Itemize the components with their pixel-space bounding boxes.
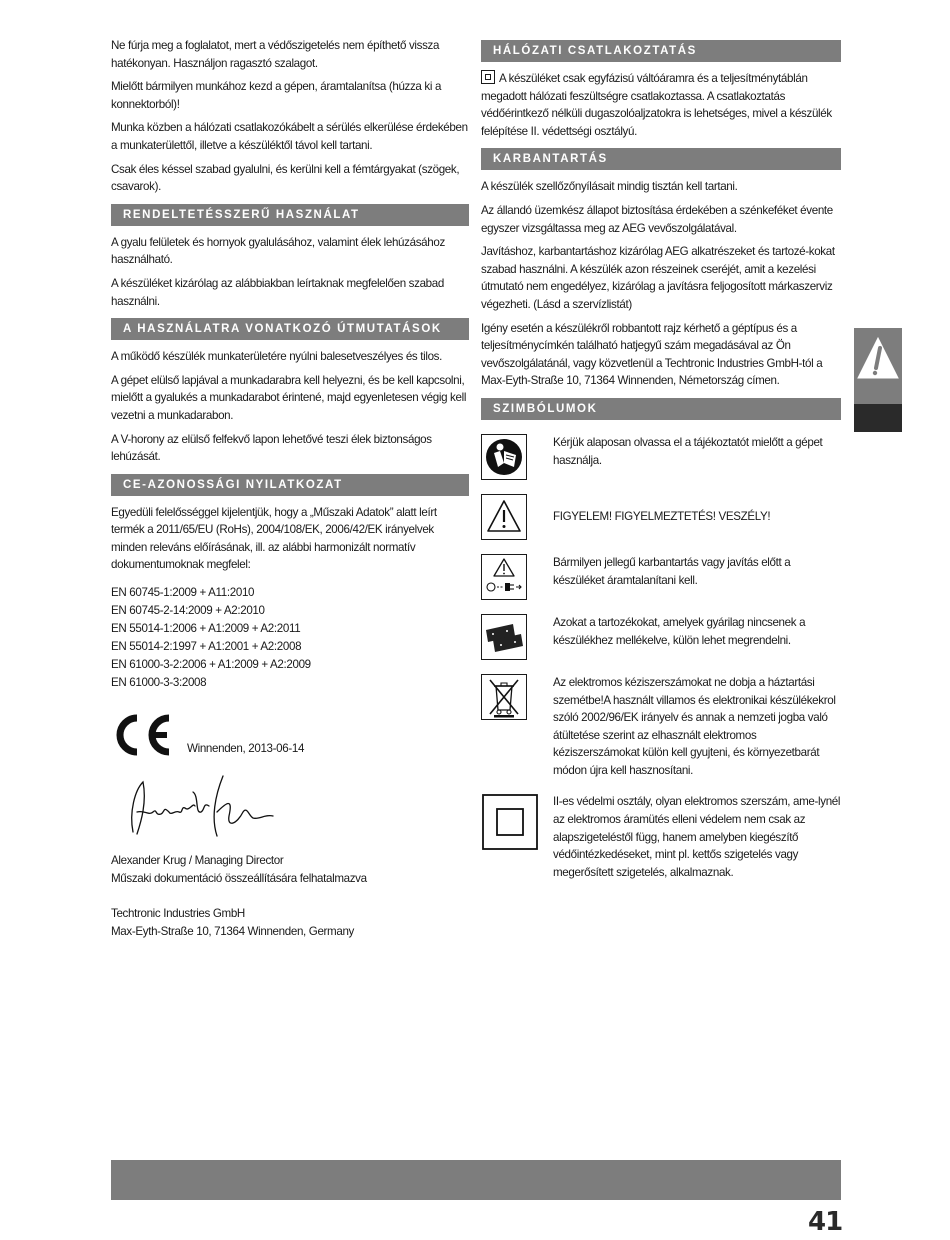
- symbol-description: FIGYELEM! FIGYELMEZTETÉS! VESZÉLY!: [553, 509, 771, 523]
- paragraph-mains: A készüléket csak egyfázisú váltóáramra és a teljesítménytáblán megadott hálózati feszültségre csatlakoztassa. A csatlakoztatás védőérintkező nélküli dugaszolóaljzatokra is lehetséges, mivel a készülék felépítése II. védettségi osztályú.: [481, 72, 832, 138]
- place-date: Winnenden, 2013-06-14: [187, 742, 305, 756]
- symbol-description: Az elektromos kéziszerszámokat ne dobja a háztartási szemétbe!A használt villamos és elektronikai készülékekrol szóló 2002/96/EK irányelv és annak a nemzeti jogba való átültetése szerint az elhasznált elektromos kéziszerszámokat külön kell gyujteni, és környezetbarát módon újra kell hasznosítani.: [553, 675, 836, 777]
- section-header-symbols: SZIMBÓLUMOK: [481, 398, 841, 420]
- accessories-icon: [481, 614, 527, 660]
- paragraph: Az állandó üzemkész állapot biztosítása érdekében a szénkeféket évente egyszer vizsgáltassa meg az AEG vevőszolgálatával.: [481, 203, 833, 235]
- symbol-row: [481, 434, 841, 480]
- symbol-row: [481, 793, 841, 881]
- company-name: Techtronic Industries GmbH: [111, 907, 245, 921]
- paragraph: A készülék szellőzőnyílásait mindig tisztán kell tartani.: [481, 180, 738, 194]
- side-tab-dark-block: [854, 404, 902, 432]
- standard-item: EN 61000-3-2:2006 + A1:2009 + A2:2009: [111, 658, 311, 672]
- paragraph: A működő készülék munkaterületére nyúlni balesetveszélyes és tilos.: [111, 350, 442, 364]
- class-ii-inline-icon: [481, 70, 495, 84]
- section-header-mains: HÁLÓZATI CSATLAKOZTATÁS: [481, 40, 841, 62]
- intro-paragraph: Ne fúrja meg a foglalatot, mert a védőszigetelés nem építhető vissza hatékonyan. Használjon ragasztó szalagot.: [111, 39, 440, 70]
- page-number: 41: [808, 1207, 843, 1237]
- unplug-before-maintenance-icon: [481, 554, 527, 600]
- intro-paragraph: Munka közben a hálózati csatlakozókábelt a sérülés elkerülése érdekében a munkaterülettől, illetve a készüléktől távol kell tartani.: [111, 121, 468, 152]
- left-column: [111, 37, 469, 940]
- symbol-row: [481, 674, 841, 780]
- symbol-row: [481, 614, 841, 660]
- paragraph: A készüléket kizárólag az alábbiakban leírtaknak megfelelően szabad használni.: [111, 276, 444, 308]
- section-header-usage: A HASZNÁLATRA VONATKOZÓ ÚTMUTATÁSOK: [111, 318, 469, 340]
- company-address: Max-Eyth-Straße 10, 71364 Winnenden, Germany: [111, 924, 355, 938]
- paragraph: A gyalu felületek és hornyok gyalulásához, valamint élek lehúzásához használható.: [111, 235, 445, 267]
- intro-paragraph: Csak éles késsel szabad gyalulni, és kerülni kell a fémtárgyakat (szögek, csavarok).: [111, 162, 460, 194]
- paragraph: A V-horony az elülső felfekvő lapon lehetővé teszi élek biztonságos lehúzását.: [111, 432, 432, 464]
- section-header-ce: CE-AZONOSSÁGI NYILATKOZAT: [111, 474, 469, 496]
- ce-mark-icon: [111, 712, 173, 758]
- footer-bar: [111, 1160, 841, 1200]
- standard-item: EN 60745-1:2009 + A11:2010: [111, 586, 255, 600]
- section-header-intended-use: RENDELTETÉSSZERŰ HASZNÁLAT: [111, 204, 469, 226]
- signer-name: Alexander Krug / Managing Director: [111, 854, 284, 868]
- signature-image: [119, 772, 279, 846]
- signer-role: Műszaki dokumentáció összeállítására felhatalmazva: [111, 871, 367, 885]
- warning-icon: [481, 494, 527, 540]
- symbol-description: Bármilyen jellegű karbantartás vagy javítás előtt a készüléket áramtalanítani kell.: [553, 555, 791, 587]
- standard-item: EN 61000-3-3:2008: [111, 676, 207, 690]
- symbol-row: [481, 554, 841, 600]
- section-header-maintenance: KARBANTARTÁS: [481, 148, 841, 170]
- standard-item: EN 55014-2:1997 + A1:2001 + A2:2008: [111, 640, 302, 654]
- side-warning-tab: [854, 328, 902, 432]
- warning-icon: [854, 328, 902, 404]
- symbol-description: Azokat a tartozékokat, amelyek gyárilag nincsenek a készülékhez mellékelve, külön lehet megrendelni.: [553, 615, 806, 647]
- standards-list: [111, 584, 469, 692]
- ce-mark-row: [111, 710, 469, 758]
- read-manual-icon: [481, 434, 527, 480]
- standard-item: EN 55014-1:2006 + A1:2009 + A2:2011: [111, 622, 301, 636]
- right-column: [481, 37, 841, 881]
- paragraph: A gépet elülső lapjával a munkadarabra kell helyezni, és be kell kapcsolni, mielőtt a gyalukés a munkadarabot érintené, majd egyenletesen végig kell vezetni a munkadarabon.: [111, 373, 467, 422]
- class-ii-icon: [481, 793, 539, 851]
- paragraph: Javításhoz, karbantartáshoz kizárólag AEG alkatrészeket és tartozé-kokat szabad használni. A készülék azon részeinek cseréjét, amit a kezelési útmutató nem engedélyez, kizárólag a javításra feljogosított márkaszerviz végezheti. (Lásd a szervízlistát): [481, 245, 835, 311]
- symbol-row: [481, 494, 841, 540]
- standard-item: EN 60745-2-14:2009 + A2:2010: [111, 604, 265, 618]
- symbol-description: II-es védelmi osztály, olyan elektromos szerszám, ame-lynél az elektromos áramütés elleni védelem nem csak az alapszigeteléstől függ, hanem amelyben kiegészítő védőintézkedéseket, mint pl. kettős szigetelés vagy megerősített szigetelés, alkalmaznak.: [553, 795, 841, 879]
- paragraph: Igény esetén a készülékről robbantott rajz kérhető a géptípus és a teljesítménycímkén található hatjegyű szám megadásával az Ön vevőszolgálatánál, vagy közvetlenül a Techtronic Industries GmbH-tól a Max-Eyth-Straße 10, 71364 Winnenden, Németország címen.: [481, 321, 823, 388]
- ce-declaration-paragraph: Egyedüli felelősséggel kijelentjük, hogy a „Műszaki Adatok” alatt leírt termék a 2011/65/EU (RoHs), 2004/108/EK, 2006/42/EK irányelvek minden releváns előírásának, ill. az alábbi harmonizált normatív dokumentumoknak megfelel:: [111, 505, 437, 572]
- intro-paragraph: Mielőtt bármilyen munkához kezd a gépen, áramtalanítsa (húzza ki a konnektorból)!: [111, 80, 442, 111]
- symbol-description: Kérjük alaposan olvassa el a tájékoztatót mielőtt a gépet használja.: [553, 435, 823, 467]
- weee-bin-icon: [481, 674, 527, 720]
